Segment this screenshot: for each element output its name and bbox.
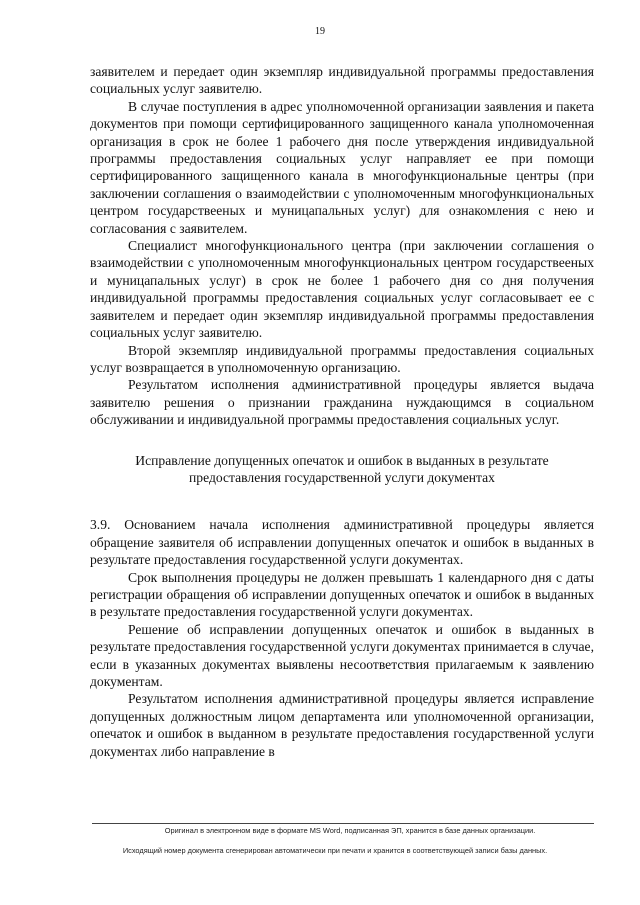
paragraph: Результатом исполнения административной процедуры является исправление допущенных должностным лицом департамента или уполномоченной организации, опечаток и ошибок в выданном в результате предоставления государственной услуги документах либо направление в bbox=[90, 691, 594, 759]
paragraph: В случае поступления в адрес уполномоченной организации заявления и пакета документов при помощи сертифицированного защищенного канала уполномоченная организация в срок не более 1 рабочего дня после утверждения индивидуальной программы предоставления социальных услуг направляет ее при помощи сертифицированного защищенного канала в многофункциональные центры (при заключении соглашения о взаимодействии с уполномоченным многофункциональных центром государствееных и муницапальных услуг) для ознакомления с нею и согласования с заявителем. bbox=[90, 98, 594, 236]
paragraph: Второй экземпляр индивидуальной программы предоставления социальных услуг возвращается в уполномоченную организацию. bbox=[90, 342, 594, 375]
section-heading: Исправление допущенных опечаток и ошибок в выданных в результате предоставления государственной услуги документах bbox=[135, 452, 549, 485]
paragraph: Срок выполнения процедуры не должен превышать 1 календарного дня с даты регистрации обращения об исправлении допущенных опечаток и ошибок в выданных в результате предоставления государственной услуги документах. bbox=[90, 569, 594, 620]
paragraph: Решение об исправлении допущенных опечаток и ошибок в выданных в результате предоставления государственной услуги документах принимается в случае, если в указанных документах выявлены несоответствия прилагаемым к заявлению документам. bbox=[90, 621, 594, 689]
paragraph-continuation: заявителем и передает один экземпляр индивидуальной программы предоставления социальных услуг заявителю. bbox=[90, 64, 594, 97]
paragraph: Специалист многофункционального центра (при заключении соглашения о взаимодействии с уполномоченным многофункциональных центром государствееных и муницапальных услуг) в срок не более 1 рабочего дня со дня получения индивидуальной программы предоставления социальных услуг согласовывает ее с заявителем и передает один экземпляр индивидуальной программы предоставления социальных услуг заявителю. bbox=[90, 238, 594, 341]
document-body bbox=[90, 63, 594, 760]
page-number: 19 bbox=[315, 26, 325, 37]
footer-divider bbox=[92, 823, 594, 824]
paragraph-section-start: 3.9. Основанием начала исполнения административной процедуры является обращение заявителя об исправлении допущенных опечаток и ошибок в выданных в результате предоставления государственной услуги документах. bbox=[90, 517, 594, 568]
footer-note-original: Оригинал в электронном виде в формате MS Word, подписанная ЭП, хранится в базе данных организации. bbox=[164, 826, 536, 835]
footer-note-number: Исходящий номер документа сгенерирован автоматически при печати и хранится в соответствующей записи базы данных. bbox=[122, 846, 548, 855]
paragraph: Результатом исполнения административной процедуры является выдача заявителю решения о признании гражданина нуждающимся в социальном обслуживании и индивидуальной программы предоставления социальных услуг. bbox=[90, 377, 594, 428]
